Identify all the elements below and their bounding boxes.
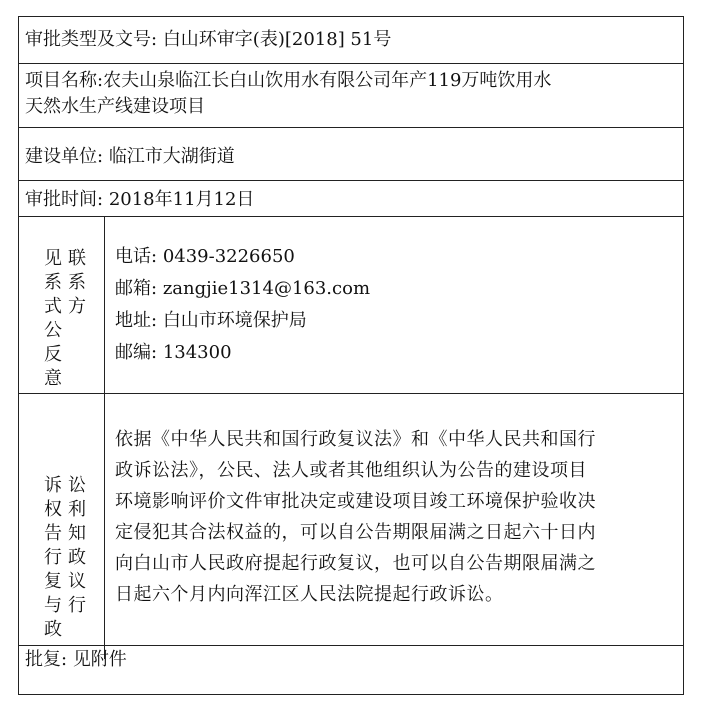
construction-unit-label: 建设单位:	[25, 146, 104, 167]
phone-label: 电话:	[115, 246, 158, 267]
reply-row	[19, 645, 683, 696]
phone-value: 0439-3226650	[162, 246, 295, 267]
address-label: 地址:	[115, 310, 158, 331]
postcode-line	[115, 337, 677, 369]
phone-line	[115, 241, 677, 273]
project-name-label: 项目名称:	[25, 70, 104, 91]
feedback-contacts	[115, 241, 677, 369]
reply-value: 见附件	[72, 649, 127, 670]
construction-unit-value: 临江市大湖街道	[108, 146, 235, 167]
approval-time-row	[19, 180, 683, 216]
litigation-line-6: 日起六个月内向浑江区人民法院提起行政诉讼。	[115, 584, 504, 605]
litigation-text	[115, 424, 677, 610]
litigation-line-1: 依据《中华人民共和国行政复议法》和《中华人民共和国行	[115, 429, 596, 450]
project-name-value-line2: 天然水生产线建设项目	[25, 96, 205, 117]
reply-label: 批复:	[25, 649, 68, 670]
postcode-value: 134300	[162, 342, 232, 363]
feedback-row	[19, 216, 683, 393]
postcode-label: 邮编:	[115, 342, 158, 363]
litigation-line-5: 向白山市人民政府提起行政复议，也可以自公告期限届满之	[115, 553, 596, 574]
email-line	[115, 273, 677, 305]
litigation-line-3: 环境影响评价文件审批决定或建设项目竣工环境保护验收决	[115, 491, 596, 512]
approval-time-label: 审批时间:	[25, 189, 104, 210]
address-value: 白山市环境保护局	[162, 310, 307, 331]
litigation-line-4: 定侵犯其合法权益的，可以自公告期限届满之日起六十日内	[115, 522, 596, 543]
email-label: 邮箱:	[115, 278, 158, 299]
litigation-row	[19, 393, 683, 659]
approval-type-label: 审批类型及文号:	[25, 29, 158, 50]
feedback-label-cell	[19, 217, 105, 393]
litigation-label-cell	[19, 394, 105, 659]
approval-time-value: 2018年11月12日	[108, 189, 255, 210]
email-value: zangjie1314@163.com	[162, 278, 371, 299]
address-line	[115, 305, 677, 337]
feedback-label: 联 系 方 见 系 式 公 反 意	[44, 248, 86, 389]
approval-type-value: 白山环审字(表)[2018] 51号	[162, 29, 392, 50]
approval-type-row	[19, 17, 683, 63]
project-name-value-line1: 农夫山泉临江长白山饮用水有限公司年产119万吨饮用水	[103, 70, 552, 91]
construction-unit-row	[19, 127, 683, 181]
announcement-table	[18, 16, 684, 695]
litigation-line-2: 政诉讼法》，公民、法人或者其他组织认为公告的建设项目	[115, 460, 587, 481]
litigation-label: 诉 权 告 行 复 与 政 讼 利 知 政 议 行	[44, 475, 86, 640]
